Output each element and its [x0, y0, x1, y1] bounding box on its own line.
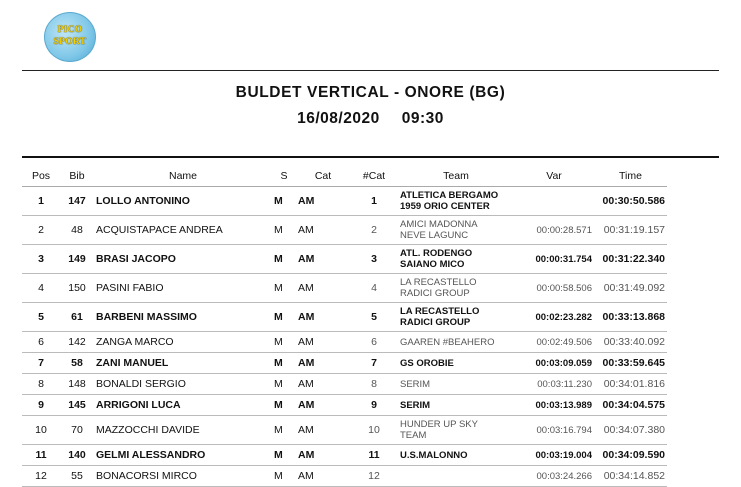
- row-sex: M: [272, 187, 296, 216]
- row-pos: 5: [22, 303, 60, 332]
- row-bib: 140: [60, 445, 94, 466]
- row-team-line2: NEVE LAGUNC: [400, 230, 469, 241]
- table-row: [22, 445, 667, 466]
- row-ncat: 11: [350, 445, 398, 466]
- row-team-line1: SERIM: [400, 378, 431, 390]
- row-bib: 148: [60, 374, 94, 395]
- row-name: GELMI ALESSANDRO: [94, 445, 272, 466]
- row-team: [398, 332, 514, 353]
- row-cat: AM: [296, 303, 350, 332]
- row-pos: 1: [22, 187, 60, 216]
- row-bib: 147: [60, 187, 94, 216]
- row-team: [398, 395, 514, 416]
- row-cat: AM: [296, 466, 350, 487]
- row-cat: AM: [296, 374, 350, 395]
- row-var: 00:03:13.989: [514, 395, 594, 416]
- row-var: 00:02:49.506: [514, 332, 594, 353]
- row-sex: M: [272, 274, 296, 303]
- row-pos: 11: [22, 445, 60, 466]
- table-row: [22, 187, 667, 216]
- row-cat: AM: [296, 245, 350, 274]
- col-header-ncat: #Cat: [350, 166, 398, 187]
- row-pos: 9: [22, 395, 60, 416]
- row-var: 00:03:24.266: [514, 466, 594, 487]
- row-team-line1: ATLETICA BERGAMO: [400, 190, 499, 201]
- row-ncat: 3: [350, 245, 398, 274]
- row-cat: AM: [296, 416, 350, 445]
- row-sex: M: [272, 445, 296, 466]
- row-ncat: 7: [350, 353, 398, 374]
- row-cat: AM: [296, 395, 350, 416]
- event-title: BULDET VERTICAL - ONORE (BG): [235, 84, 506, 101]
- row-var: 00:03:11.230: [514, 374, 594, 395]
- row-team: [398, 374, 514, 395]
- row-name: BONALDI SERGIO: [94, 374, 272, 395]
- row-name: ZANI MANUEL: [94, 353, 272, 374]
- row-bib: 149: [60, 245, 94, 274]
- col-header-name: Name: [94, 166, 272, 187]
- row-name: ZANGA MARCO: [94, 332, 272, 353]
- row-cat: AM: [296, 445, 350, 466]
- top-divider: [22, 70, 719, 71]
- row-pos: 12: [22, 466, 60, 487]
- row-pos: 3: [22, 245, 60, 274]
- row-ncat: 8: [350, 374, 398, 395]
- event-date: 16/08/2020: [297, 110, 380, 127]
- row-cat: AM: [296, 274, 350, 303]
- row-team-line2: 1959 ORIO CENTER: [400, 201, 490, 212]
- row-name: BARBENI MASSIMO: [94, 303, 272, 332]
- event-time: 09:30: [401, 110, 444, 127]
- logo-text-line1: PICO: [57, 25, 83, 35]
- row-team-line1: AMICI MADONNA: [400, 219, 478, 230]
- row-var: [514, 187, 594, 216]
- row-ncat: 9: [350, 395, 398, 416]
- row-team-line1: ATL. RODENGO: [400, 248, 473, 259]
- row-time: 00:34:14.852: [594, 466, 667, 487]
- row-name: LOLLO ANTONINO: [94, 187, 272, 216]
- col-header-pos: Pos: [22, 166, 60, 187]
- col-header-cat: Cat: [296, 166, 350, 187]
- row-team-line1: HUNDER UP SKY: [400, 419, 478, 430]
- table-row: [22, 416, 667, 445]
- table-row: [22, 353, 667, 374]
- row-sex: M: [272, 395, 296, 416]
- row-var: 00:00:58.506: [514, 274, 594, 303]
- row-pos: 6: [22, 332, 60, 353]
- row-name: BRASI JACOPO: [94, 245, 272, 274]
- table-row: [22, 374, 667, 395]
- row-team-line2: RADICI GROUP: [400, 317, 471, 328]
- results-table: [22, 166, 667, 487]
- row-ncat: 4: [350, 274, 398, 303]
- row-team-line1: U.S.MALONNO: [400, 449, 468, 461]
- logo-text-line2: SPORT: [53, 37, 87, 47]
- table-row: [22, 216, 667, 245]
- row-bib: 48: [60, 216, 94, 245]
- row-team-line2: SAIANO MICO: [400, 259, 465, 270]
- row-var: 00:03:09.059: [514, 353, 594, 374]
- row-sex: M: [272, 466, 296, 487]
- col-header-bib: Bib: [60, 166, 94, 187]
- row-sex: M: [272, 216, 296, 245]
- results-body: [22, 187, 667, 487]
- row-time: 00:33:59.645: [594, 353, 667, 374]
- pico-sport-logo: [44, 12, 96, 62]
- row-time: 00:34:01.816: [594, 374, 667, 395]
- row-name: MAZZOCCHI DAVIDE: [94, 416, 272, 445]
- row-name: ACQUISTAPACE ANDREA: [94, 216, 272, 245]
- row-team-line1: LA RECASTELLO: [400, 277, 477, 288]
- row-team: [398, 216, 514, 245]
- row-name: BONACORSI MIRCO: [94, 466, 272, 487]
- row-team-line1: GS OROBIE: [400, 357, 454, 369]
- table-row: [22, 332, 667, 353]
- row-ncat: 2: [350, 216, 398, 245]
- row-ncat: 12: [350, 466, 398, 487]
- row-ncat: 5: [350, 303, 398, 332]
- row-var: 00:00:31.754: [514, 245, 594, 274]
- row-team-line2: TEAM: [400, 430, 427, 441]
- row-team-line1: SERIM: [400, 399, 431, 411]
- row-time: 00:31:19.157: [594, 216, 667, 245]
- row-team: [398, 303, 514, 332]
- row-bib: 70: [60, 416, 94, 445]
- col-header-sex: S: [272, 166, 296, 187]
- row-var: 00:02:23.282: [514, 303, 594, 332]
- event-datetime: [0, 110, 741, 128]
- row-sex: M: [272, 374, 296, 395]
- table-header-row: [22, 166, 667, 187]
- row-time: 00:34:04.575: [594, 395, 667, 416]
- row-cat: AM: [296, 332, 350, 353]
- row-team-line1: GAAREN #BEAHERO: [400, 336, 495, 348]
- row-bib: 55: [60, 466, 94, 487]
- row-sex: M: [272, 416, 296, 445]
- row-team: [398, 353, 514, 374]
- row-name: ARRIGONI LUCA: [94, 395, 272, 416]
- header-divider: [22, 156, 719, 158]
- row-team: [398, 245, 514, 274]
- table-row: [22, 303, 667, 332]
- row-team: [398, 187, 514, 216]
- table-row: [22, 245, 667, 274]
- row-ncat: 1: [350, 187, 398, 216]
- row-sex: M: [272, 303, 296, 332]
- table-row: [22, 466, 667, 487]
- row-var: 00:03:16.794: [514, 416, 594, 445]
- row-bib: 142: [60, 332, 94, 353]
- col-header-time: Time: [594, 166, 667, 187]
- row-pos: 2: [22, 216, 60, 245]
- row-time: 00:34:07.380: [594, 416, 667, 445]
- row-time: 00:31:22.340: [594, 245, 667, 274]
- row-bib: 145: [60, 395, 94, 416]
- row-name: PASINI FABIO: [94, 274, 272, 303]
- row-bib: 61: [60, 303, 94, 332]
- row-sex: M: [272, 332, 296, 353]
- row-cat: AM: [296, 216, 350, 245]
- row-pos: 10: [22, 416, 60, 445]
- row-var: 00:00:28.571: [514, 216, 594, 245]
- col-header-var: Var: [514, 166, 594, 187]
- table-row: [22, 395, 667, 416]
- col-header-team: Team: [398, 166, 514, 187]
- row-time: 00:31:49.092: [594, 274, 667, 303]
- row-time: 00:33:13.868: [594, 303, 667, 332]
- row-cat: AM: [296, 187, 350, 216]
- row-bib: 58: [60, 353, 94, 374]
- row-time: 00:33:40.092: [594, 332, 667, 353]
- row-pos: 4: [22, 274, 60, 303]
- row-ncat: 10: [350, 416, 398, 445]
- row-team-line1: LA RECASTELLO: [400, 306, 480, 317]
- row-team: [398, 416, 514, 445]
- row-team: [398, 274, 514, 303]
- row-sex: M: [272, 245, 296, 274]
- row-ncat: 6: [350, 332, 398, 353]
- row-team: [398, 466, 514, 487]
- row-team-line2: RADICI GROUP: [400, 288, 470, 299]
- row-pos: 8: [22, 374, 60, 395]
- row-cat: AM: [296, 353, 350, 374]
- row-time: 00:30:50.586: [594, 187, 667, 216]
- row-bib: 150: [60, 274, 94, 303]
- row-sex: M: [272, 353, 296, 374]
- table-row: [22, 274, 667, 303]
- row-pos: 7: [22, 353, 60, 374]
- row-team: [398, 445, 514, 466]
- row-time: 00:34:09.590: [594, 445, 667, 466]
- row-var: 00:03:19.004: [514, 445, 594, 466]
